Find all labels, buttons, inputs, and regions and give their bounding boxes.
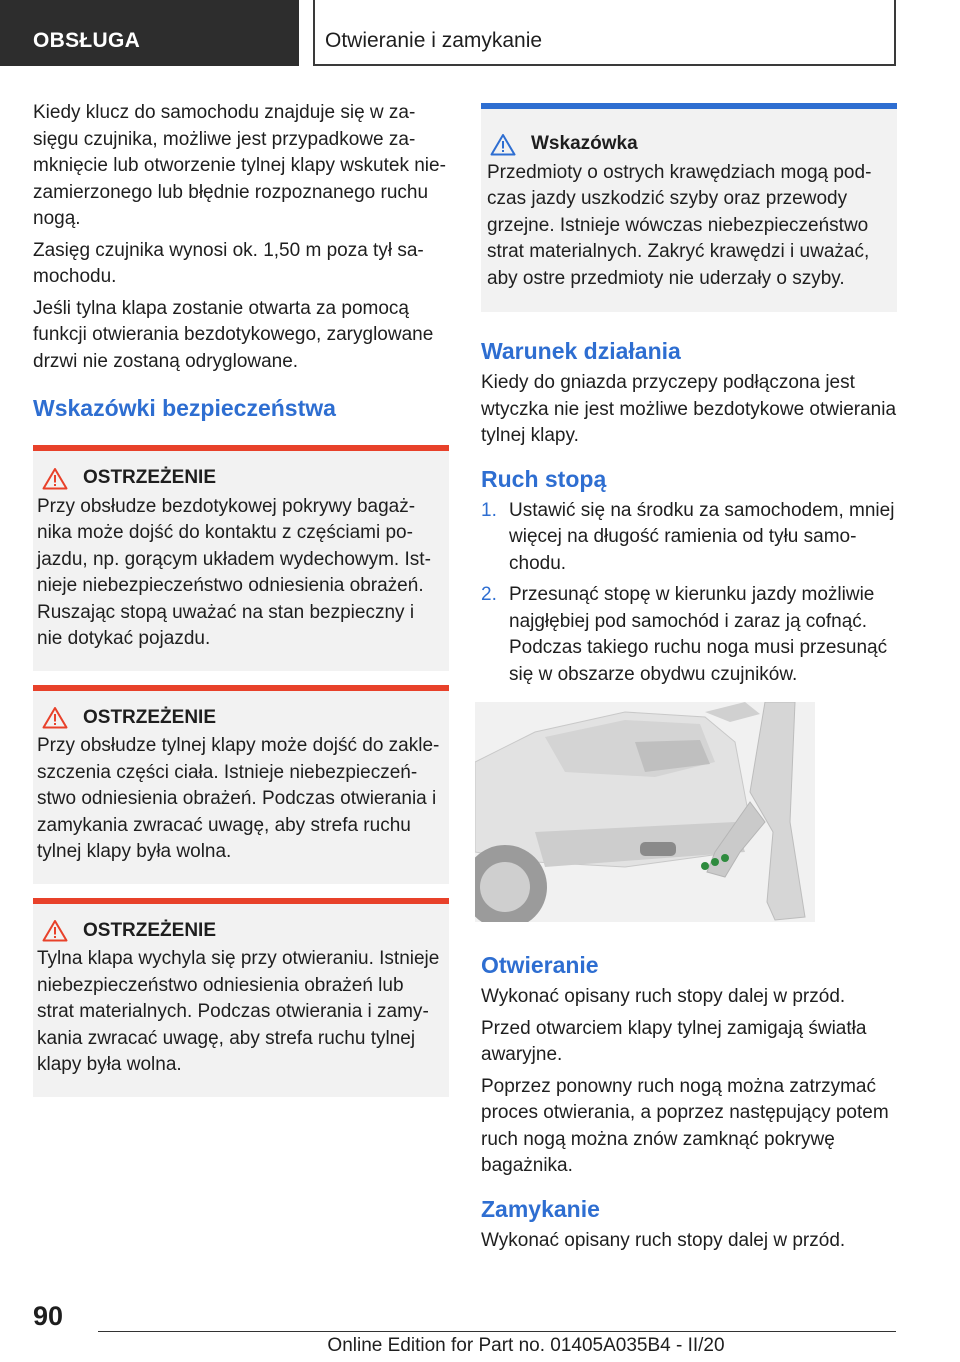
step-text: Przesunąć stopę w kierunku jazdy możliwie najgłębiej pod samochód i zaraz ją cofnąć. Podczas takiego ruchu noga musi przesunąć się w obszarze obydwu czujników.	[509, 584, 888, 685]
section-title: OBSŁUGA	[33, 29, 141, 52]
warning-triangle-icon	[42, 467, 68, 490]
warning-text: Przy obsłudze tylnej klapy może dojść do zakleszczenia części ciała. Istnieje niebezpieczeństwo odniesienia obrażeń. Podczas otwierania i zamykania zwracać uwagę, aby strefa ruchu tylnej klapy była wolna.	[37, 735, 440, 862]
left-column	[33, 100, 449, 1111]
note-title: Wskazówka	[531, 133, 638, 154]
list-item	[481, 582, 897, 688]
warning-title: OSTRZEŻENIE	[83, 467, 217, 488]
warning-text: Przy obsłudze bezdotykowej pokrywy bagażnika może dojść do kontaktu z częściami pojazdu, np. gorącym układem wydechowym. Istnieje niebezpieczeństwo odniesienia obrażeń. Ruszając stopą uważać na stan bezpieczny i nie dotykać pojazdu.	[37, 495, 431, 649]
opening-paragraph-3: Poprzez ponowny ruch nogą można zatrzymać proces otwierania, a poprzez następujący potem ruch nogą można znów zamknąć pokrywę bagażnika.	[481, 1075, 889, 1176]
list-item	[481, 498, 897, 578]
warning-text: Tylna klapa wychyla się przy otwieraniu. Istnieje niebezpieczeństwo odniesienia obrażeń lub strat materialnych. Podczas otwierania i zamykania zwracać uwagę, aby strefa ruchu tylnej klapy była wolna.	[37, 948, 440, 1075]
warning-box-3	[33, 898, 449, 1097]
note-bar	[481, 103, 897, 109]
warning-triangle-icon	[42, 706, 68, 729]
intro-paragraph-3: Jeśli tylna klapa zostanie otwarta za pomocą funkcji otwierania bezdotykowego, zaryglowane drzwi nie zostaną odryglowane.	[33, 297, 434, 372]
warning-bar	[33, 445, 449, 451]
opening-paragraph-1: Wykonać opisany ruch stopy dalej w przód.	[481, 986, 846, 1007]
right-column	[481, 100, 897, 693]
chapter-title: Otwieranie i zamykanie	[325, 29, 543, 52]
foot-gesture-illustration	[475, 702, 815, 922]
step-text: Ustawić się na środku za samochodem, mniej więcej na długość ramienia od tyłu samochodu.	[509, 499, 895, 574]
warning-bar	[33, 685, 449, 691]
car-rear-image	[475, 702, 815, 922]
opening-paragraph-2: Przed otwarciem klapy tylnej zamigają światła awaryjne.	[481, 1017, 867, 1065]
step-number: 1.	[481, 499, 497, 521]
footer-divider	[98, 1331, 896, 1332]
opening-heading: Otwieranie	[481, 952, 599, 978]
warning-box-2	[33, 685, 449, 884]
step-number: 2.	[481, 584, 497, 605]
note-text: Przedmioty o ostrych krawędziach mogą podczas jazdy uszkodzić szyby oraz przewody grzejne. Istnieje wówczas niebezpieczeństwo strat materialnych. Zakryć krawędzi i uważać, aby ostre przedmioty nie uderzały o szyby.	[487, 161, 872, 289]
foot-motion-heading: Ruch stopą	[481, 465, 607, 492]
intro-paragraph-2: Zasięg czujnika wynosi ok. 1,50 m poza tył samochodu.	[33, 239, 424, 287]
warning-title: OSTRZEŻENIE	[83, 919, 217, 941]
steps-list	[481, 498, 897, 689]
chapter-tab	[313, 0, 896, 66]
page-number: 90	[33, 1301, 64, 1331]
intro-paragraph-1: Kiedy klucz do samochodu znajduje się w zasięgu czujnika, możliwe jest przypadkowe zamknięcie lub otworzenie tylnej klapy wskutek niezamierzonego lub błędnie rozpoznanego ruchu nogą.	[33, 102, 446, 229]
safety-heading: Wskazówki bezpieczeństwa	[33, 395, 336, 421]
condition-text: Kiedy do gniazda przyczepy podłączona jest wtyczka nie jest możliwe bezdotykowe otwierania tylnej klapy.	[481, 372, 897, 446]
closing-heading: Zamykanie	[481, 1195, 600, 1222]
condition-heading: Warunek działania	[481, 338, 681, 364]
edition-text: Online Edition for Part no. 01405A035B4 - II/20	[327, 1335, 725, 1356]
right-column-lower	[481, 950, 897, 1259]
note-triangle-icon	[490, 133, 516, 156]
warning-title: OSTRZEŻENIE	[83, 706, 217, 728]
warning-bar	[33, 898, 449, 904]
closing-text: Wykonać opisany ruch stopy dalej w przód.	[481, 1229, 846, 1251]
section-tab	[0, 0, 299, 66]
warning-box-1	[33, 445, 449, 671]
warning-triangle-icon	[42, 919, 68, 942]
note-box	[481, 103, 897, 312]
